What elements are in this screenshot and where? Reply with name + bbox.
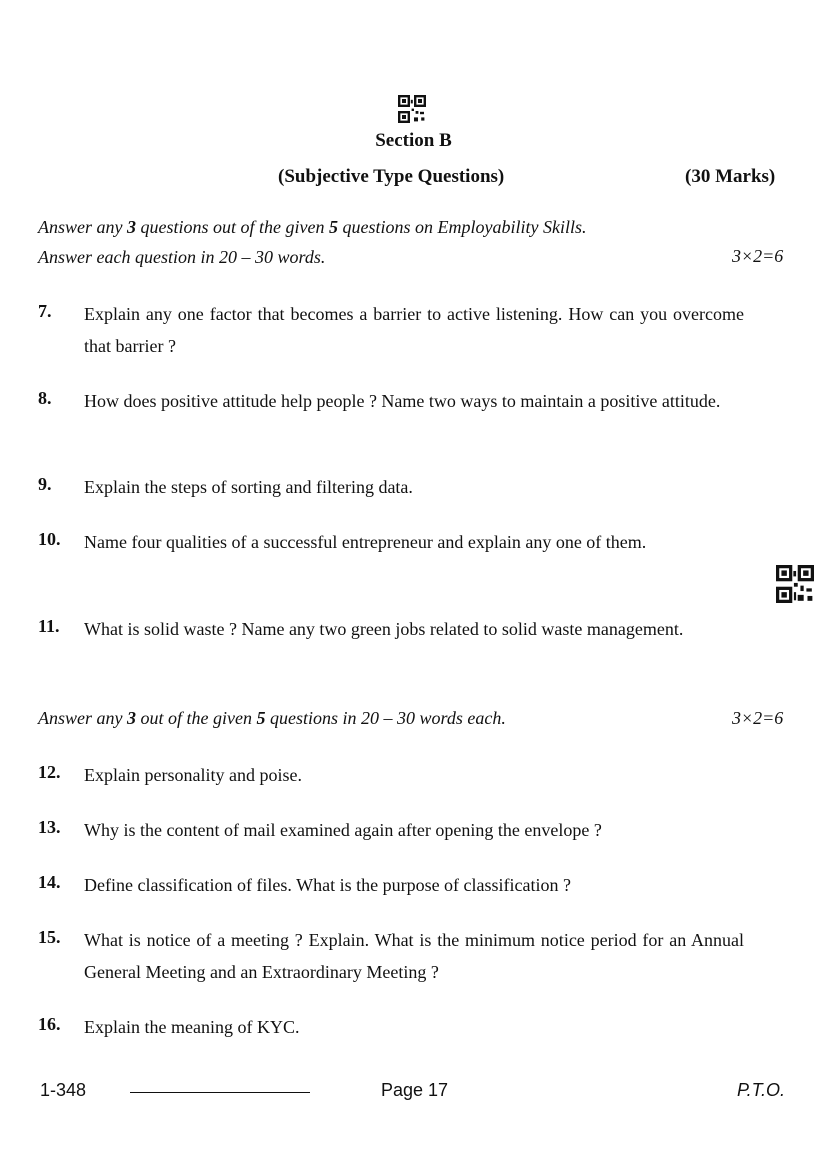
instruction-text: questions out of the given (136, 217, 329, 237)
instruction-block-2 (38, 703, 738, 733)
question-number: 13. (38, 817, 61, 837)
question-text: Define classification of files. What is the purpose of classification ? (84, 875, 572, 895)
question-text: Explain personality and poise. (84, 765, 302, 785)
qr-code-icon (398, 95, 426, 123)
instruction-number: 5 (328, 217, 338, 237)
instruction-number: 3 (127, 708, 136, 728)
question-number: 15. (38, 927, 61, 947)
question-number: 10. (38, 529, 61, 549)
instruction-text: Answer any (38, 217, 127, 237)
question-text: What is solid waste ? Name any two green jobs related to solid waste management. (84, 619, 684, 639)
section-subtitle: (Subjective Type Questions) (278, 166, 505, 187)
question-number: 14. (38, 872, 61, 892)
question-text: Explain the steps of sorting and filtering data. (84, 477, 413, 497)
question-number: 12. (38, 762, 61, 782)
section-title: Section B (375, 130, 452, 151)
marks-allocation-1: 3×2=6 (732, 246, 784, 266)
question-number: 7. (38, 301, 52, 321)
question-number: 8. (38, 388, 52, 408)
question-text: Explain the meaning of KYC. (84, 1017, 300, 1037)
section-marks: (30 Marks) (685, 166, 776, 187)
please-turn-over: P.T.O. (737, 1080, 786, 1100)
footer-divider (130, 1092, 310, 1093)
question-number: 9. (38, 474, 52, 494)
instruction-line-2: Answer each question in 20 – 30 words. (38, 247, 326, 267)
page-number: Page 17 (381, 1080, 449, 1100)
question-text: How does positive attitude help people ? Name two ways to maintain a positive attitude. (84, 391, 721, 411)
instruction-line-1 (38, 212, 788, 242)
question-text: Why is the content of mail examined again after opening the envelope ? (84, 820, 602, 840)
instruction-number: 5 (256, 708, 266, 728)
instruction-block-1 (38, 212, 788, 272)
instruction-text: Answer any (38, 708, 127, 728)
instruction-text: questions on Employability Skills. (337, 217, 587, 237)
paper-code: 1-348 (40, 1080, 87, 1100)
question-number: 11. (38, 616, 60, 636)
question-text: What is notice of a meeting ? Explain. What is the minimum notice period for an Annual General Meeting and an Extraordinary Meeting ? (84, 930, 744, 982)
question-text: Name four qualities of a successful entrepreneur and explain any one of them. (84, 532, 647, 552)
question-text: Explain any one factor that becomes a barrier to active listening. How can you overcome that barrier ? (84, 304, 744, 356)
instruction-number: 3 (127, 217, 136, 237)
instruction-text: out of the given (136, 708, 257, 728)
qr-code-icon (776, 565, 814, 603)
instruction-text: questions in 20 – 30 words each. (265, 708, 506, 728)
question-number: 16. (38, 1014, 61, 1034)
marks-allocation-2: 3×2=6 (732, 708, 784, 728)
